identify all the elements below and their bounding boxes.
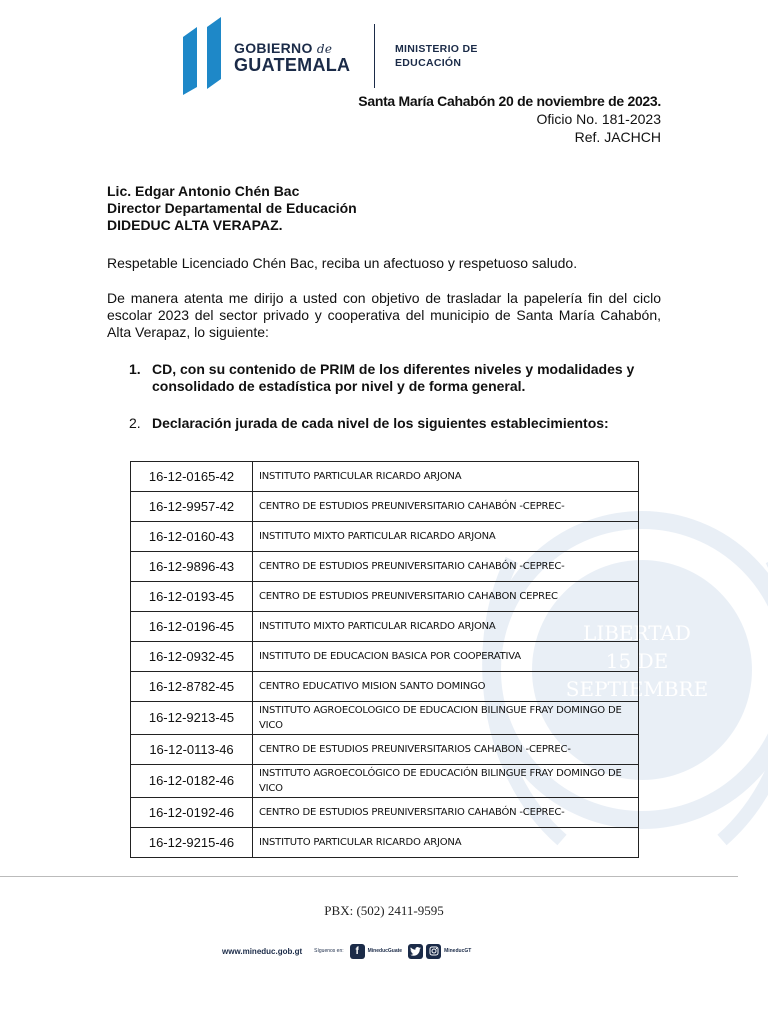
table-row	[131, 552, 639, 582]
instagram-icon[interactable]	[426, 944, 441, 959]
establishment-name: CENTRO DE ESTUDIOS PREUNIVERSITARIOS CAHABON -CEPREC-	[253, 735, 639, 765]
establishment-name: CENTRO DE ESTUDIOS PREUNIVERSITARIO CAHABÓN -CEPREC-	[253, 492, 639, 522]
table-row	[131, 612, 639, 642]
establishment-code: 16-12-9896-43	[131, 552, 253, 582]
footer-phone: PBX: (502) 2411-9595	[324, 903, 444, 918]
watermark-line3: SEPTIEMBRE	[565, 677, 709, 701]
addressee-org: DIDEDUC ALTA VERAPAZ.	[107, 217, 283, 233]
addressee-title: Director Departamental de Educación	[107, 200, 357, 216]
establishment-name: CENTRO DE ESTUDIOS PREUNIVERSITARIO CAHABÓN -CEPREC-	[253, 798, 639, 828]
table-row	[131, 672, 639, 702]
establishment-code: 16-12-8782-45	[131, 672, 253, 702]
establishment-name: INSTITUTO AGROECOLÓGICO DE EDUCACIÓN BILINGUE FRAY DOMINGO DE VICO	[253, 765, 639, 798]
establishment-name: INSTITUTO MIXTO PARTICULAR RICARDO ARJONA	[253, 522, 639, 552]
twitter-icon[interactable]	[408, 944, 423, 959]
list-number: 1.	[129, 361, 141, 377]
establishment-name: INSTITUTO PARTICULAR RICARDO ARJONA	[253, 462, 639, 492]
establishment-name: INSTITUTO DE EDUCACION BASICA POR COOPERATIVA	[253, 642, 639, 672]
facebook-icon[interactable]: f	[350, 944, 365, 959]
footer-divider	[0, 876, 738, 877]
establishment-code: 16-12-0192-46	[131, 798, 253, 828]
greeting: Respetable Licenciado Chén Bac, reciba un afectuoso y respetuoso saludo.	[107, 255, 578, 271]
list-text: CD, con su contenido de PRIM de los diferentes niveles y modalidades y consolidado de estadística por nivel y de forma general.	[152, 361, 635, 394]
table-row	[131, 582, 639, 612]
establishment-name: INSTITUTO MIXTO PARTICULAR RICARDO ARJONA	[253, 612, 639, 642]
establishment-code: 16-12-0160-43	[131, 522, 253, 552]
facebook-handle: MineducGuate	[367, 948, 403, 954]
table-row	[131, 492, 639, 522]
table-row	[131, 642, 639, 672]
table-row	[131, 828, 639, 858]
body-paragraph: De manera atenta me dirijo a usted con objetivo de trasladar la papelería fin del ciclo escolar 2023 del sector privado y cooperativa del municipio de Santa María Cahabón, Alta Verapaz, lo siguiente:	[107, 290, 661, 340]
establishment-name: CENTRO DE ESTUDIOS PREUNIVERSITARIO CAHABÓN -CEPREC-	[253, 552, 639, 582]
watermark-line1: LIBERTAD	[583, 621, 691, 645]
watermark-line2: 15 DE	[605, 649, 669, 673]
government-wordmark: GOBIERNO de GUATEMALA	[234, 40, 351, 75]
establishment-code: 16-12-0165-42	[131, 462, 253, 492]
table-row	[131, 735, 639, 765]
footer-follow-label: Síguenos en:	[314, 948, 344, 954]
establishment-code: 16-12-0182-46	[131, 765, 253, 798]
footer-social-bar	[222, 942, 477, 960]
establishment-code: 16-12-9215-46	[131, 828, 253, 858]
list-number: 2.	[129, 415, 141, 431]
establishment-name: CENTRO DE ESTUDIOS PREUNIVERSITARIO CAHABON CEPREC	[253, 582, 639, 612]
establishment-code: 16-12-0113-46	[131, 735, 253, 765]
list-text: Declaración jurada de cada nivel de los siguientes establecimientos:	[152, 415, 609, 431]
reference: Ref. JACHCH	[574, 129, 661, 145]
table-row	[131, 702, 639, 735]
establishment-code: 16-12-9213-45	[131, 702, 253, 735]
oficio-number: Oficio No. 181-2023	[536, 111, 661, 127]
footer-website-link[interactable]: www.mineduc.gob.gt	[222, 946, 303, 956]
establishment-name: INSTITUTO PARTICULAR RICARDO ARJONA	[253, 828, 639, 858]
table-row	[131, 765, 639, 798]
government-logo-icon	[183, 17, 225, 95]
twitter-instagram-handle: MineducGT	[444, 948, 472, 954]
establishment-name: INSTITUTO AGROECOLOGICO DE EDUCACION BILINGUE FRAY DOMINGO DE VICO	[253, 702, 639, 735]
establishment-code: 16-12-0932-45	[131, 642, 253, 672]
table-row	[131, 522, 639, 552]
establishment-code: 16-12-0193-45	[131, 582, 253, 612]
establishments-table	[130, 461, 639, 858]
place-date: Santa María Cahabón 20 de noviembre de 2023.	[358, 93, 661, 109]
ministry-wordmark: MINISTERIO DE EDUCACIÓN	[395, 43, 478, 70]
addressee-name: Lic. Edgar Antonio Chén Bac	[107, 183, 300, 199]
addressee-block	[107, 183, 661, 234]
establishment-code: 16-12-0196-45	[131, 612, 253, 642]
establishment-code: 16-12-9957-42	[131, 492, 253, 522]
establishment-name: CENTRO EDUCATIVO MISION SANTO DOMINGO	[253, 672, 639, 702]
table-row	[131, 798, 639, 828]
letter-header-block	[358, 92, 661, 146]
letterhead-divider	[374, 24, 375, 88]
table-row	[131, 462, 639, 492]
